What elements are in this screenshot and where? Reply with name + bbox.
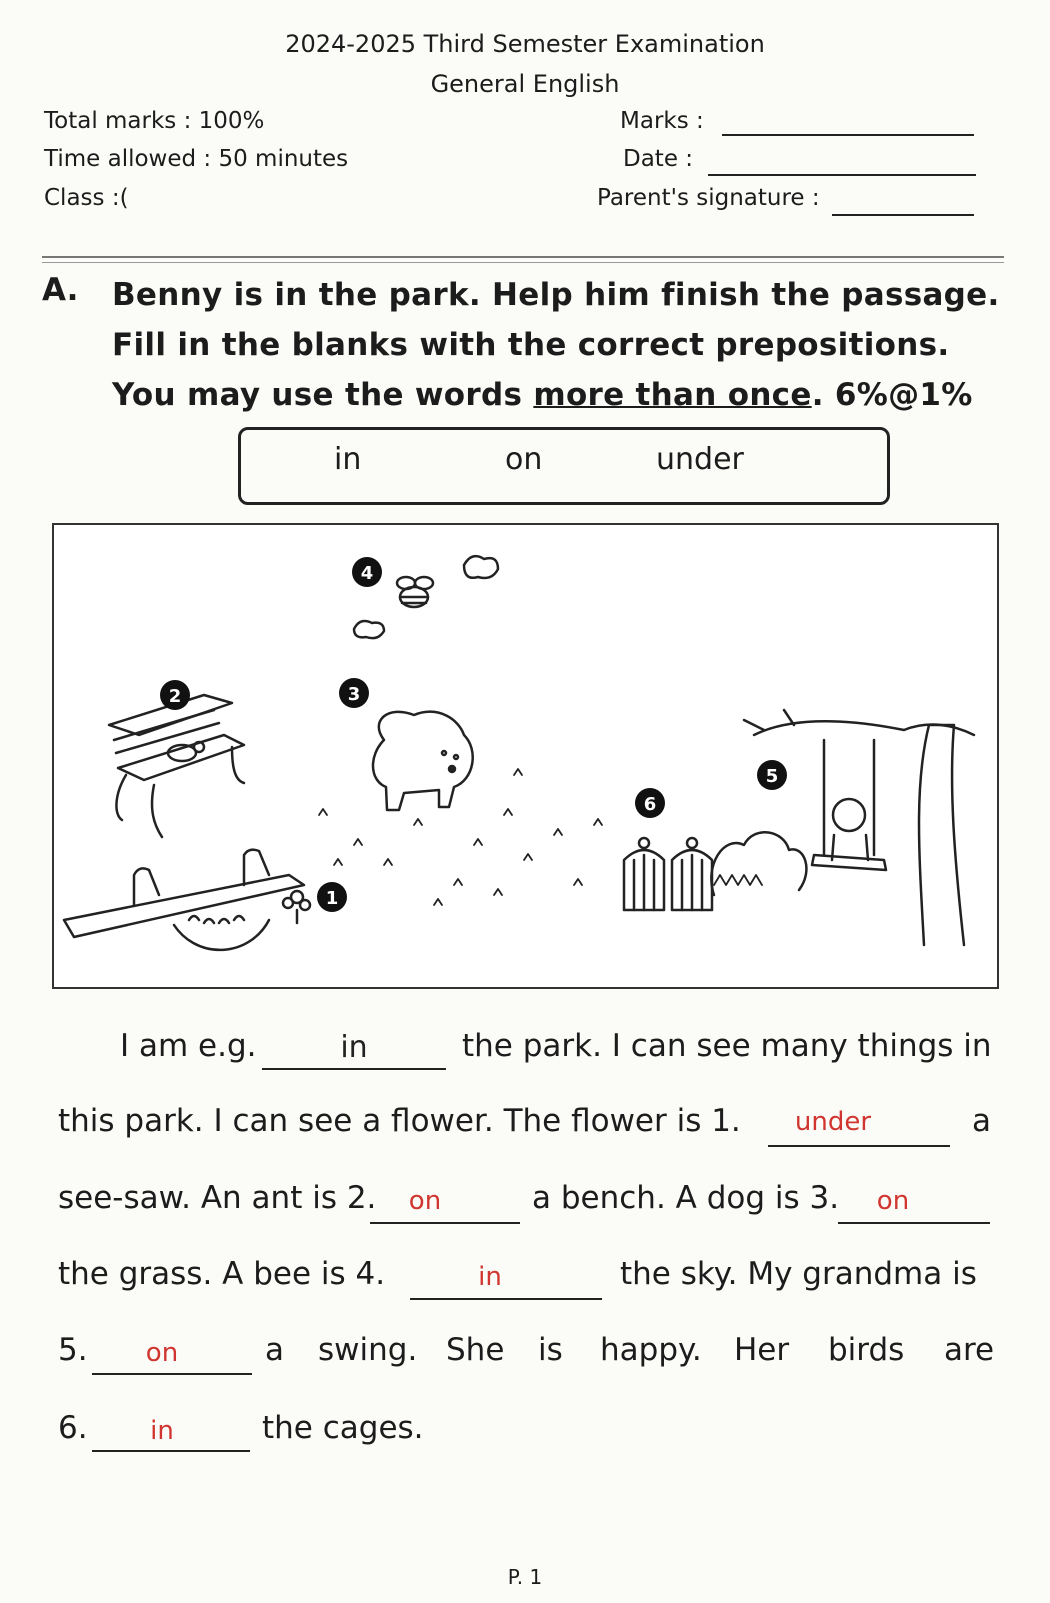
svg-text:1: 1 bbox=[325, 888, 339, 909]
header-divider-thin bbox=[42, 262, 1004, 263]
answer-5: on bbox=[145, 1338, 179, 1368]
passage-word: birds bbox=[828, 1332, 905, 1368]
passage-line-6b: the cages. bbox=[262, 1410, 424, 1446]
blank-4[interactable] bbox=[410, 1298, 602, 1300]
subject-title: General English bbox=[430, 70, 620, 98]
see-saw-drawing bbox=[64, 850, 310, 950]
passage-word: are bbox=[944, 1332, 995, 1368]
signature-blank[interactable] bbox=[832, 214, 974, 216]
bench-drawing bbox=[109, 695, 244, 837]
park-illustration bbox=[52, 523, 999, 989]
passage-line-4b: the sky. My grandma is bbox=[620, 1256, 977, 1292]
passage-line-6a: 6. bbox=[58, 1410, 88, 1446]
word-bank-under: under bbox=[656, 442, 744, 477]
word-bank-on: on bbox=[505, 442, 543, 477]
blank-1[interactable] bbox=[768, 1145, 950, 1147]
answer-4: in bbox=[478, 1262, 502, 1292]
blank-6[interactable] bbox=[92, 1450, 250, 1452]
marks-blank[interactable] bbox=[722, 134, 974, 136]
marks-label: Marks : bbox=[620, 108, 704, 134]
marker-1 bbox=[317, 882, 347, 912]
tree-swing-drawing bbox=[744, 710, 974, 945]
passage-line-1b: the park. I can see many things in bbox=[462, 1028, 992, 1064]
instruction-underlined: more than once bbox=[533, 377, 812, 413]
class-field: Class :( bbox=[44, 185, 129, 211]
blank-3[interactable] bbox=[838, 1222, 990, 1224]
answer-6: in bbox=[150, 1416, 174, 1446]
passage-word: a bbox=[265, 1332, 284, 1368]
passage-word: Her bbox=[734, 1332, 790, 1368]
svg-text:5: 5 bbox=[765, 766, 779, 787]
signature-label: Parent's signature : bbox=[597, 185, 820, 211]
page-number: P. 1 bbox=[507, 1565, 543, 1589]
passage-line-3b: a bench. A dog is 3. bbox=[532, 1180, 840, 1216]
marker-4 bbox=[352, 557, 382, 587]
passage-line-3a: see-saw. An ant is 2. bbox=[58, 1180, 377, 1216]
blank-example[interactable] bbox=[262, 1068, 446, 1070]
answer-example: in bbox=[340, 1030, 368, 1065]
total-marks: Total marks : 100% bbox=[44, 108, 265, 134]
section-letter: A. bbox=[42, 272, 79, 308]
svg-text:3: 3 bbox=[347, 684, 361, 705]
time-allowed: Time allowed : 50 minutes bbox=[44, 146, 349, 172]
passage-word: swing. bbox=[318, 1332, 418, 1368]
date-label: Date : bbox=[623, 146, 694, 172]
section-instruction: Benny is in the park. Help him finish the passage. Fill in the blanks with the correct prepositions. You may use the words more than once. 6%@1% bbox=[112, 277, 1000, 413]
passage-line-1a: I am e.g. bbox=[120, 1028, 257, 1064]
marker-2 bbox=[160, 680, 190, 710]
dog-drawing bbox=[373, 712, 473, 810]
marker-5 bbox=[757, 760, 787, 790]
cages-drawing bbox=[624, 838, 712, 910]
marker-3 bbox=[339, 678, 369, 708]
svg-text:6: 6 bbox=[643, 794, 657, 815]
exam-title: 2024-2025 Third Semester Examination bbox=[285, 30, 765, 58]
svg-text:4: 4 bbox=[360, 563, 374, 584]
svg-text:2: 2 bbox=[168, 686, 182, 707]
word-bank-in: in bbox=[334, 442, 362, 477]
blank-2[interactable] bbox=[370, 1222, 520, 1224]
marker-6 bbox=[635, 788, 665, 818]
passage-line-4a: the grass. A bee is 4. bbox=[58, 1256, 386, 1292]
passage-line-2a: this park. I can see a flower. The flower is 1. bbox=[58, 1103, 741, 1139]
passage-word: happy. bbox=[600, 1332, 702, 1368]
answer-3: on bbox=[876, 1186, 910, 1216]
park-scene-drawing bbox=[54, 525, 997, 987]
blank-5[interactable] bbox=[92, 1373, 252, 1375]
passage-word: is bbox=[538, 1332, 563, 1368]
passage-line-5a: 5. bbox=[58, 1332, 88, 1368]
header-divider bbox=[42, 256, 1004, 258]
answer-1: under bbox=[794, 1107, 872, 1137]
answer-2: on bbox=[408, 1186, 442, 1216]
date-blank[interactable] bbox=[708, 174, 976, 176]
passage-word: She bbox=[446, 1332, 505, 1368]
passage-line-2b: a bbox=[972, 1103, 991, 1139]
